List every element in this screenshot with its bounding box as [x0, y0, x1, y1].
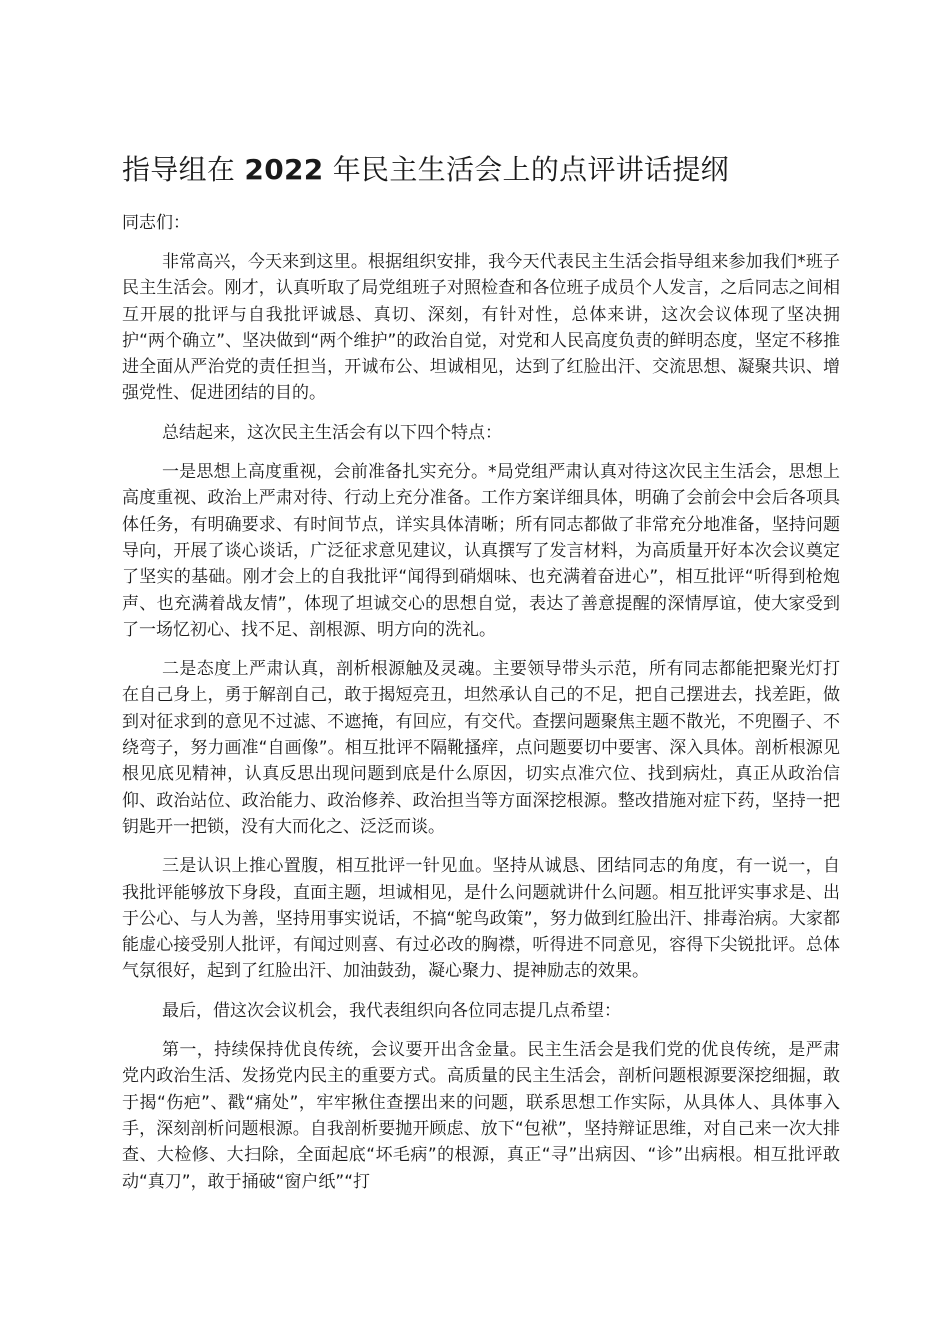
salutation: 同志们：: [122, 213, 190, 233]
document-title: [122, 150, 840, 190]
title-suffix: 年民主生活会上的点评讲话提纲: [332, 153, 729, 186]
title-year: 2022: [244, 153, 324, 186]
paragraph-feature-2: 二是态度上严肃认真，剖析根源触及灵魂。主要领导带头示范，所有同志都能把聚光灯打在自己身上，勇于解剖自己，敢于揭短亮丑，坦然承认自己的不足，把自己摆进去，找差距，做到对征求到的意见不过滤、不遮掩，有回应，有交代。查摆问题聚焦主题不散光，不兜圈子、不绕弯子，努力画准“自画像”。相互批评不隔靴搔痒，点问题要切中要害、深入具体。剖析根源见根见底见精神，认真反思出现问题到底是什么原因，切实点准穴位、找到病灶，真正从政治信仰、政治站位、政治能力、政治修养、政治担当等方面深挖根源。整改措施对症下药，坚持一把钥匙开一把锁，没有大而化之、泛泛而谈。: [122, 659, 840, 837]
paragraph-feature-1: 一是思想上高度重视，会前准备扎实充分。*局党组严肃认真对待这次民主生活会，思想上高度重视、政治上严肃对待、行动上充分准备。工作方案详细具体，明确了会前会中会后各项具体任务，有明确要求、有时间节点，详实具体清晰；所有同志都做了非常充分地准备，坚持问题导向，开展了谈心谈话，广泛征求意见建议，认真撰写了发言材料，为高质量开好本次会议奠定了坚实的基础。刚才会上的自我批评“闻得到硝烟味、也充满着奋进心”，相互批评“听得到枪炮声、也充满着战友情”，体现了坦诚交心的思想自觉，表达了善意提醒的深情厚谊，使大家受到了一场忆初心、找不足、剖根源、明方向的洗礼。: [122, 462, 840, 640]
paragraph-hope-1: 第一，持续保持优良传统，会议要开出含金量。民主生活会是我们党的优良传统，是严肃党内政治生活、发扬党内民主的重要方式。高质量的民主生活会，剖析问题根源要深挖细掘，敢于揭“伤疤”、戳“痛处”，牢牢揪住查摆出来的问题，联系思想工作实际，从具体人、具体事入手，深刻剖析问题根源。自我剖析要抛开顾虑、放下“包袱”，坚持辩证思维，对自己来一次大排查、大检修、大扫除，全面起底“坏毛病”的根源，真正“寻”出病因、“诊”出病根。相互批评敢动“真刀”，敢于捅破“窗户纸”“打: [122, 1040, 840, 1192]
title-prefix: 指导组在: [122, 153, 236, 186]
document-page: [122, 150, 840, 1208]
paragraph-summary-intro: 总结起来，这次民主生活会有以下四个特点：: [162, 422, 502, 443]
paragraph-opening: 非常高兴，今天来到这里。根据组织安排，我今天代表民主生活会指导组来参加我们*班子民主生活会。刚才，认真听取了局党组班子对照检查和各位班子成员个人发言，之后同志之间相互开展的批评与自我批评诚恳、真切、深刻，有针对性，总体来讲，这次会议体现了坚决拥护“两个确立”、坚决做到“两个维护”的政治自觉，对党和人民高度负责的鲜明态度，坚定不移推进全面从严治党的责任担当，开诚布公、坦诚相见，达到了红脸出汗、交流思想、凝聚共识、增强党性、促进团结的目的。: [122, 252, 840, 404]
paragraph-hopes-intro: 最后，借这次会议机会，我代表组织向各位同志提几点希望：: [162, 1000, 621, 1021]
paragraph-feature-3: 三是认识上推心置腹，相互批评一针见血。坚持从诚恳、团结同志的角度，有一说一，自我批评能够放下身段，直面主题，坦诚相见，是什么问题就讲什么问题。相互批评实事求是、出于公心、与人为善，坚持用事实说话，不搞“鸵鸟政策”，努力做到红脸出汗、排毒治病。大家都能虚心接受别人批评，有闻过则喜、有过必改的胸襟，听得进不同意见，容得下尖锐批评。总体气氛很好，起到了红脸出汗、加油鼓劲，凝心聚力、提神励志的效果。: [122, 856, 840, 982]
